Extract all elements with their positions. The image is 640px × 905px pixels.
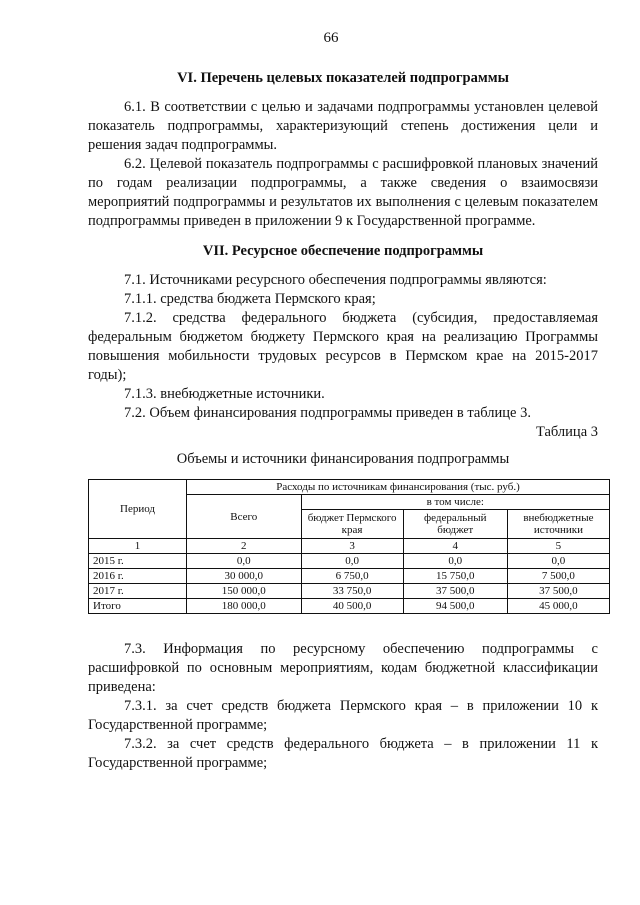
cell-federal: 15 750,0 <box>403 569 507 584</box>
cell-regional: 40 500,0 <box>301 599 403 614</box>
table-label: Таблица 3 <box>535 424 598 440</box>
header-including: в том числе: <box>301 495 609 510</box>
header-period: Период <box>89 480 187 539</box>
cell-federal: 0,0 <box>403 554 507 569</box>
table-title: Объемы и источники финансирования подпрограммы <box>176 451 510 467</box>
section-7-heading: VII. Ресурсное обеспечение подпрограммы <box>202 243 484 259</box>
header-total: Всего <box>187 495 302 539</box>
cell-offbudget: 0,0 <box>507 554 609 569</box>
cell-total: 0,0 <box>187 554 302 569</box>
col-number: 2 <box>187 539 302 554</box>
cell-period: 2016 г. <box>89 569 187 584</box>
cell-federal: 94 500,0 <box>403 599 507 614</box>
col-number: 1 <box>89 539 187 554</box>
col-number: 4 <box>403 539 507 554</box>
col-number: 5 <box>507 539 609 554</box>
paragraph-7-2: 7.2. Объем финансирования подпрограммы приведен в таблице 3. <box>124 405 531 421</box>
header-regional: бюджет Пермского края <box>301 510 403 539</box>
cell-period: 2015 г. <box>89 554 187 569</box>
paragraph-6-2: 6.2. Целевой показатель подпрограммы с расшифровкой плановых значений по годам реализации подпрограммы, а также сведения о взаимосвязи мероприятий подпрограммы и результатов их выполнения с целевым показателем подпрограммы приведен в приложении 9 к Государственной программе. <box>88 156 598 229</box>
table-row <box>89 569 610 584</box>
paragraph-7-3-1: 7.3.1. за счет средств бюджета Пермского края – в приложении 10 к Государственной программе; <box>88 698 598 733</box>
paragraph-7-3-2: 7.3.2. за счет средств федерального бюджета – в приложении 11 к Государственной программе; <box>88 736 598 771</box>
table-row <box>89 554 610 569</box>
table-row-total <box>89 599 610 614</box>
cell-period: 2017 г. <box>89 584 187 599</box>
cell-regional: 0,0 <box>301 554 403 569</box>
paragraph-6-1: 6.1. В соответствии с целью и задачами подпрограммы установлен целевой показатель подпрограммы, характеризующий степень достижения цели и решения задач подпрограммы. <box>88 99 598 153</box>
financing-table <box>88 479 610 614</box>
cell-offbudget: 7 500,0 <box>507 569 609 584</box>
cell-offbudget: 37 500,0 <box>507 584 609 599</box>
header-offbudget: внебюджетные источники <box>507 510 609 539</box>
paragraph-7-1-3: 7.1.3. внебюджетные источники. <box>124 386 325 402</box>
paragraph-7-1-1: 7.1.1. средства бюджета Пермского края; <box>124 291 376 307</box>
header-federal: федеральный бюджет <box>403 510 507 539</box>
cell-regional: 33 750,0 <box>301 584 403 599</box>
table-row <box>89 584 610 599</box>
paragraph-7-3: 7.3. Информация по ресурсному обеспечению подпрограммы с расшифровкой по основным мероприятиям, кодам бюджетной классификации приведена: <box>88 641 598 695</box>
paragraph-7-1-2: 7.1.2. средства федерального бюджета (субсидия, предоставляемая федеральным бюджетом бюджету Пермского края на реализацию Программы повышения мобильности трудовых ресурсов в Пермском крае на 2015-2017 годы); <box>88 310 598 383</box>
cell-period: Итого <box>89 599 187 614</box>
cell-regional: 6 750,0 <box>301 569 403 584</box>
cell-total: 150 000,0 <box>187 584 302 599</box>
section-6-heading: VI. Перечень целевых показателей подпрограммы <box>177 70 509 86</box>
header-expenses: Расходы по источникам финансирования (тыс. руб.) <box>187 480 610 495</box>
cell-total: 30 000,0 <box>187 569 302 584</box>
column-number-row <box>89 539 610 554</box>
cell-total: 180 000,0 <box>187 599 302 614</box>
cell-federal: 37 500,0 <box>403 584 507 599</box>
paragraph-7-1: 7.1. Источниками ресурсного обеспечения подпрограммы являются: <box>124 272 547 288</box>
cell-offbudget: 45 000,0 <box>507 599 609 614</box>
col-number: 3 <box>301 539 403 554</box>
page-number: 66 <box>323 30 339 46</box>
